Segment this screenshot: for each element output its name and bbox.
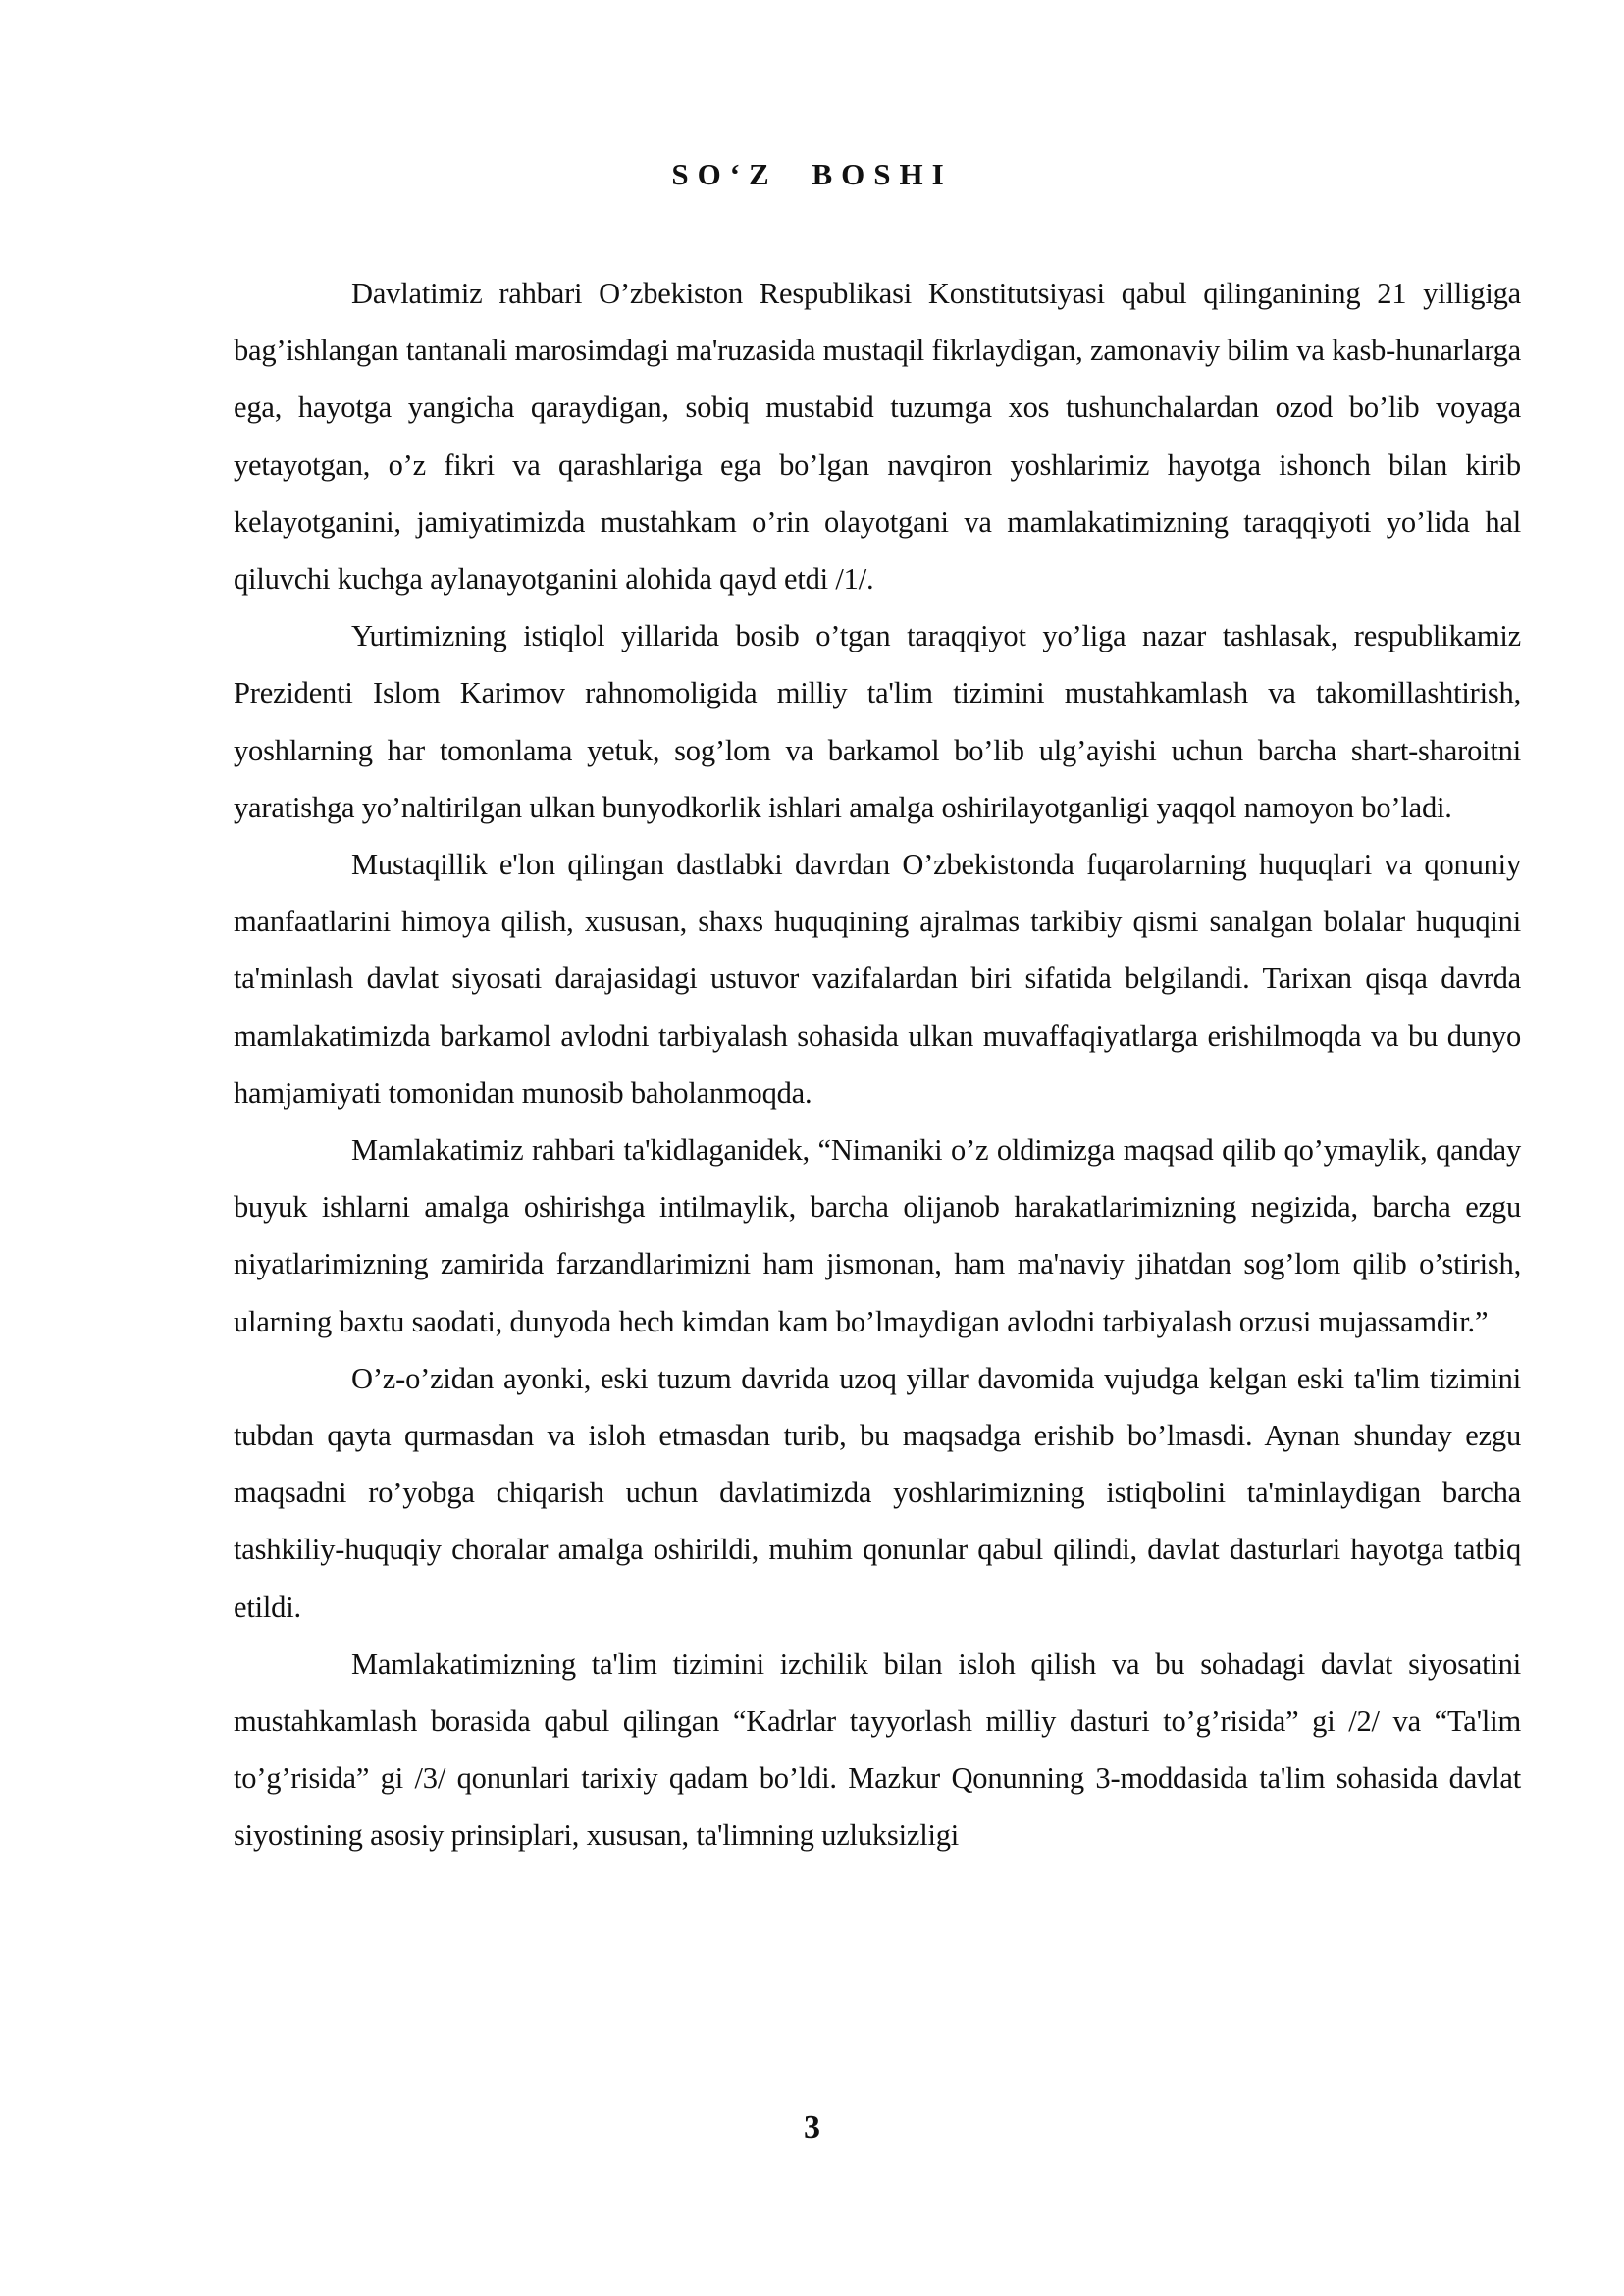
section-heading: SO‘Z BOSHI <box>671 157 953 191</box>
page-number: 3 <box>804 2110 820 2146</box>
paragraph-2: Yurtimizning istiqlol yillarida bosib o’tgan taraqqiyot yo’liga nazar tashlasak, respublikamiz Prezidenti Islom Karimov rahnomoligida milliy ta'lim tizimini mustahkamlash va takomillashtirish, yoshlarning har tomonlama yetuk, sog’lom va barkamol bo’lib ulg’ayishi uchun barcha shart-sharoitni yaratishga yo’naltirilgan ulkan bunyodkorlik ishlari amalga oshirilayotganligi yaqqol namoyon bo’ladi. <box>234 619 1521 824</box>
paragraph-1: Davlatimiz rahbari O’zbekiston Respublikasi Konstitutsiyasi qabul qilinganining 21 yilligiga bag’ishlangan tantanali marosimdagi ma'ruzasida mustaqil fikrlaydigan, zamonaviy bilim va kasb-hunarlarga ega, hayotga yangicha qaraydigan, sobiq mustabid tuzumga xos tushunchalardan ozod bo’lib voyaga yetayotgan, o’z fikri va qarashlariga ega bo’lgan navqiron yoshlarimiz hayotga ishonch bilan kirib kelayotganini, jamiyatimizda mustahkam o’rin olayotgani va mamlakatimizning taraqqiyoti yo’lida hal qiluvchi kuchga aylanayotganini alohida qayd etdi /1/. <box>234 277 1521 597</box>
body-text <box>234 265 1521 1864</box>
paragraph-6: Mamlakatimizning ta'lim tizimini izchilik bilan isloh qilish va bu sohadagi davlat siyosatini mustahkamlash borasida qabul qilingan “Kadrlar tayyorlash milliy dasturi to’g’risida” gi /2/ va “Ta'lim to’g’risida” gi /3/ qonunlari tarixiy qadam bo’ldi. Mazkur Qonunning 3-moddasida ta'lim sohasida davlat siyostining asosiy prinsiplari, xususan, ta'limning uzluksizligi <box>234 1646 1521 1852</box>
paragraph-4: Mamlakatimiz rahbari ta'kidlaganidek, “Nimaniki o’z oldimizga maqsad qilib qo’ymaylik, qanday buyuk ishlarni amalga oshirishga intilmaylik, barcha olijanob harakatlarimizning negizida, barcha ezgu niyatlarimizning zamirida farzandlarimizni ham jismonan, ham ma'naviy jihatdan sog’lom qilib o’stirish, ularning baxtu saodati, dunyoda hech kimdan kam bo’lmaydigan avlodni tarbiyalash orzusi mujassamdir.” <box>234 1133 1521 1338</box>
paragraph-3: Mustaqillik e'lon qilingan dastlabki davrdan O’zbekistonda fuqarolarning huquqlari va qonuniy manfaatlarini himoya qilish, xususan, shaxs huquqining ajralmas tarkibiy qismi sanalgan bolalar huquqini ta'minlash davlat siyosati darajasidagi ustuvor vazifalardan biri sifatida belgilandi. Tarixan qisqa davrda mamlakatimizda barkamol avlodni tarbiyalash sohasida ulkan muvaffaqiyatlarga erishilmoqda va bu dunyo hamjamiyati tomonidan munosib baholanmoqda. <box>234 848 1521 1110</box>
paragraph-5: O’z-o’zidan ayonki, eski tuzum davrida uzoq yillar davomida vujudga kelgan eski ta'lim tizimini tubdan qayta qurmasdan va isloh etmasdan turib, bu maqsadga erishib bo’lmasdi. Aynan shunday ezgu maqsadni ro’yobga chiqarish uchun davlatimizda yoshlarimizning istiqbolini ta'minlaydigan barcha tashkiliy-huquqiy choralar amalga oshirildi, muhim qonunlar qabul qilindi, davlat dasturlari hayotga tatbiq etildi. <box>234 1361 1521 1624</box>
